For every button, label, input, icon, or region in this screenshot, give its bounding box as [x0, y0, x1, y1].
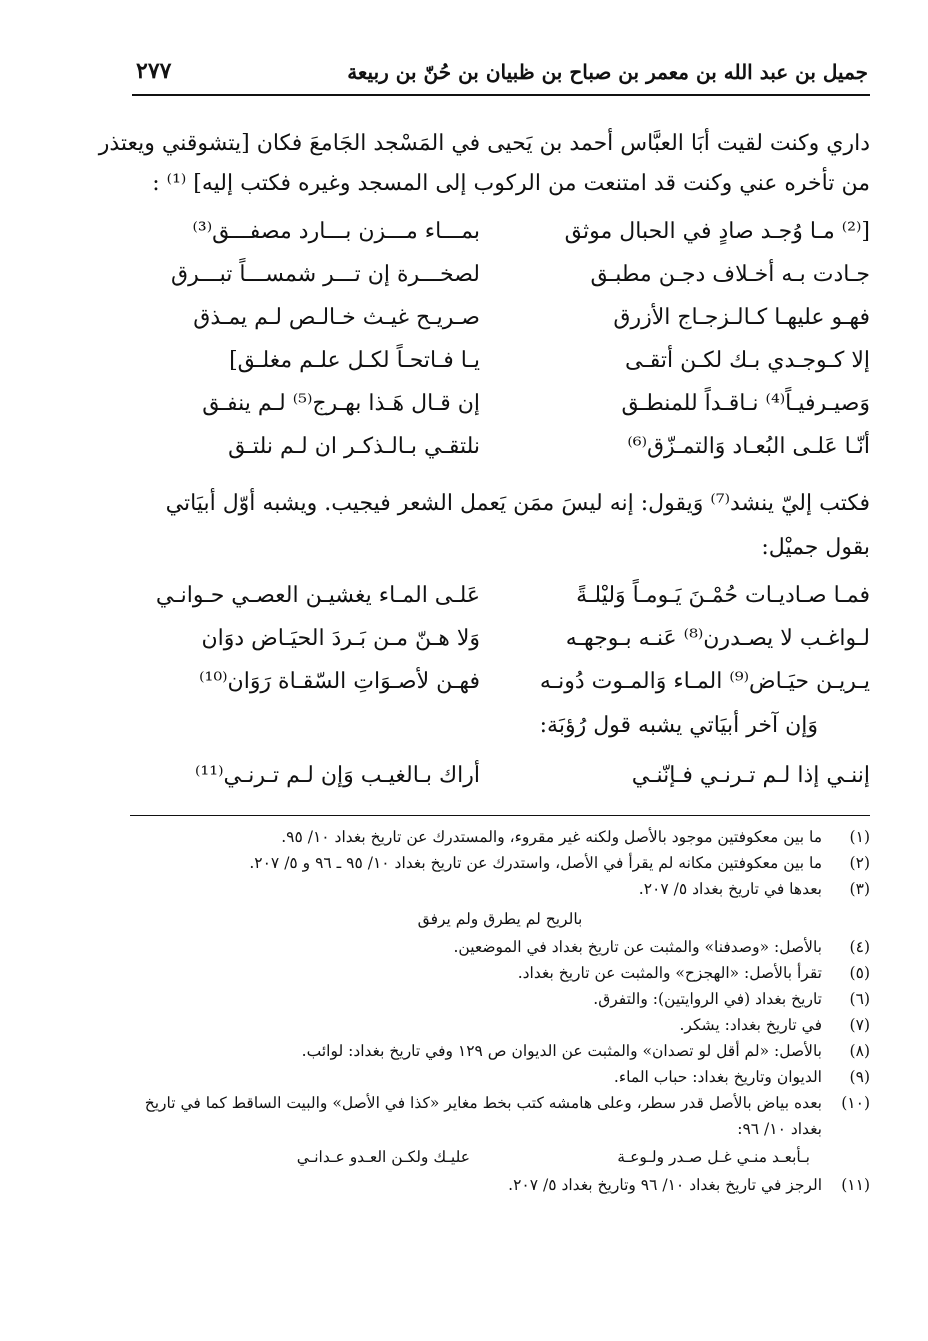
- first-hemistich: يـريـن حيَـاض⁽⁹⁾ المـاء وَالمـوت دُونـه: [539, 669, 870, 694]
- second-hemistich: فهـن لأصـوَاتِ السّقـاة رَوَان⁽¹⁰⁾: [199, 669, 480, 694]
- second-hemistich: عليـك ولكـن العـدو عـدانـي: [296, 1148, 470, 1166]
- footnote-rule: [130, 815, 870, 816]
- page-number: ٢٧٧: [136, 58, 172, 84]
- footnote: [130, 1012, 870, 1038]
- footnote-text: بالأصل: «لم أقل لو تصدان» والمثبت عن الديوان ص ١٢٩ وفي تاريخ بغداد: لوائب.: [301, 1042, 822, 1060]
- second-hemistich: وَلا هـنّ مـن بَـردَ الحيَـاض دوَان: [201, 626, 480, 651]
- header-rule: [132, 94, 870, 96]
- footnote-number: (٥): [849, 964, 870, 982]
- footnote: [130, 986, 870, 1012]
- footnote: [130, 934, 870, 960]
- verse-line: [130, 756, 870, 799]
- first-hemistich: أنّـا عَلـى البُعـاد وَالتمـزّق⁽⁶⁾: [627, 434, 870, 459]
- verse-line: [130, 662, 870, 705]
- page-header: [136, 56, 868, 90]
- second-hemistich: إن قـال هَـذا بهـرج⁽⁵⁾ لـم ينفـق: [202, 391, 480, 416]
- footnote-text: الديوان وتاريخ بغداد: حباب الماء.: [613, 1068, 822, 1086]
- footnote-text: الرجز في تاريخ بغداد ١٠/ ٩٦ وتاريخ بغداد ٥/ ٢٠٧.: [508, 1176, 822, 1194]
- verse-line: [130, 298, 870, 341]
- footnote: [130, 824, 870, 850]
- footnote-text: تقرأ بالأصل: «الهجزح» والمثبت عن تاريخ بغداد.: [517, 964, 822, 982]
- footnote-number: (١٠): [841, 1094, 870, 1112]
- footnote: [130, 850, 870, 876]
- footnote-text: ما بين معكوفتين مكانه لم يقرأ في الأصل، واستدرك عن تاريخ بغداد ١٠/ ٩٥ ـ ٩٦ و ٥/ ٢٠٧.: [249, 854, 822, 872]
- footnote-number: (٣): [849, 880, 870, 898]
- first-hemistich: لـواغـب لا يصـدرن⁽⁸⁾ عَنـه بـوجهـه: [565, 626, 870, 651]
- poem-1: [130, 212, 870, 470]
- prose-line: داري وكنت لقيت أبَا العبَّاس أحمد بن يَحيى في المَسْجد الجَامعَ فكان [يتشوقني ويعتذر: [98, 131, 870, 156]
- second-hemistich: يـا فـاتحـاً لكـل علـم مغلـق]: [229, 348, 480, 373]
- verse-line: [130, 255, 870, 298]
- second-hemistich: أراك بـالغيـب وَإن لـم تـرنـي⁽¹¹⁾: [195, 763, 480, 788]
- footnote-text: تاريخ بغداد (في الروايتين): والتفرق.: [593, 990, 822, 1008]
- verse-line: [130, 576, 870, 619]
- footnote-number: (١): [849, 828, 870, 846]
- first-hemistich: [⁽²⁾ مـا وُجـد صادٍ في الحبال موثق: [564, 219, 870, 244]
- footnote-number: (٢): [849, 854, 870, 872]
- footnote-number: (٦): [849, 990, 870, 1008]
- footnote-number: (٤): [849, 938, 870, 956]
- second-hemistich: صـريـح غيـث خـالـص لـم يمـذق: [193, 305, 480, 330]
- first-hemistich: فمـا صـاديـات حُمْـنَ يَـومـاً وَليْلـةً: [576, 583, 870, 608]
- footnote-verse-line: [130, 1142, 870, 1172]
- footnote-text: بعده بياض بالأصل قدر سطر، وعلى هامشه كتب بخط مغاير «كذا في الأصل» والبيت الساقط كما في تاريخ: [144, 1094, 822, 1112]
- footnote: [130, 876, 870, 902]
- prose-line: وَإن آخر أبيَاتي يشبه قول رُؤبَة:: [539, 713, 818, 738]
- footnote-text: في تاريخ بغداد: يشكر.: [679, 1016, 822, 1034]
- footnote: [130, 960, 870, 986]
- first-hemistich: إلا كـوجـدي بـك لكـن أتقـى: [624, 348, 870, 373]
- verse-line: [130, 341, 870, 384]
- second-hemistich: نلتقـي بـالـذكـر ان لـم نلتـق: [228, 434, 480, 459]
- poem-2: [130, 576, 870, 705]
- first-hemistich: وَصيـرفيـاً⁽⁴⁾ نـاقـداً للمنطـق: [621, 391, 870, 416]
- footnote-text: بالأصل: «وصدفنا» والمثبت عن تاريخ بغداد في الموضعين.: [453, 938, 822, 956]
- first-hemistich: إننـي إذا لـم تـرنـي فـإنّنـي: [631, 763, 870, 788]
- footnote-verse: بالريح لم يطرق ولم يرفق: [417, 910, 583, 928]
- footnote: [130, 1172, 870, 1198]
- footnote-number: (٧): [849, 1016, 870, 1034]
- verse-line: [130, 619, 870, 662]
- prose-line: فكتب إليّ ينشد⁽⁷⁾ وَيقول: إنه ليسَ ممَن يَعمل الشعر فيجيب. ويشبه أوّل أبيَاتي: [165, 491, 870, 516]
- poem-3: [130, 756, 870, 799]
- footnote: [130, 1064, 870, 1090]
- footnote-number: (٨): [849, 1042, 870, 1060]
- footnote-text: بغداد ١٠/ ٩٦:: [737, 1120, 822, 1138]
- footnote: [130, 1038, 870, 1064]
- verse-line: [130, 427, 870, 470]
- second-hemistich: لصخـــرة إن تـــر شمســـاً تبـــرق: [171, 262, 480, 287]
- running-title: جميل بن عبد الله بن معمر بن صباح بن ظبيان بن حُنّ بن ربيعة: [347, 60, 868, 84]
- second-hemistich: عَلـى المـاء يغشيـن العصـي حـوانـي: [155, 583, 480, 608]
- prose-line: بقول جميْل:: [761, 535, 870, 560]
- footnote-text: ما بين معكوفتين موجود بالأصل ولكنه غير مقروء، والمستدرك عن تاريخ بغداد ١٠/ ٩٥.: [281, 828, 822, 846]
- first-hemistich: فهـو عليهـا كـالـزجـاج الأزرق: [613, 305, 870, 330]
- footnote-continuation: [130, 1116, 870, 1142]
- first-hemistich: جـادت بـه أخـلاف دجـن مطبـق: [590, 262, 870, 287]
- verse-line: [130, 212, 870, 255]
- second-hemistich: بمـــاء مـــزن بـــارد مصفـــق⁽³⁾: [192, 219, 480, 244]
- footnote-number: (٩): [849, 1068, 870, 1086]
- first-hemistich: بـأبعـد منـي غـل صـدر ولـوعـة: [617, 1148, 810, 1166]
- prose-line: من تأخره عني وكنت قد امتنعت من الركوب إلى المسجد وغيره فكتب إليه] ⁽¹⁾ :: [152, 171, 870, 196]
- verse-line: [130, 384, 870, 427]
- footnotes: [130, 824, 870, 1198]
- footnote: [130, 1090, 870, 1116]
- footnote-number: (١١): [841, 1176, 870, 1194]
- footnote-text: بعدها في تاريخ بغداد ٥/ ٢٠٧.: [638, 880, 822, 898]
